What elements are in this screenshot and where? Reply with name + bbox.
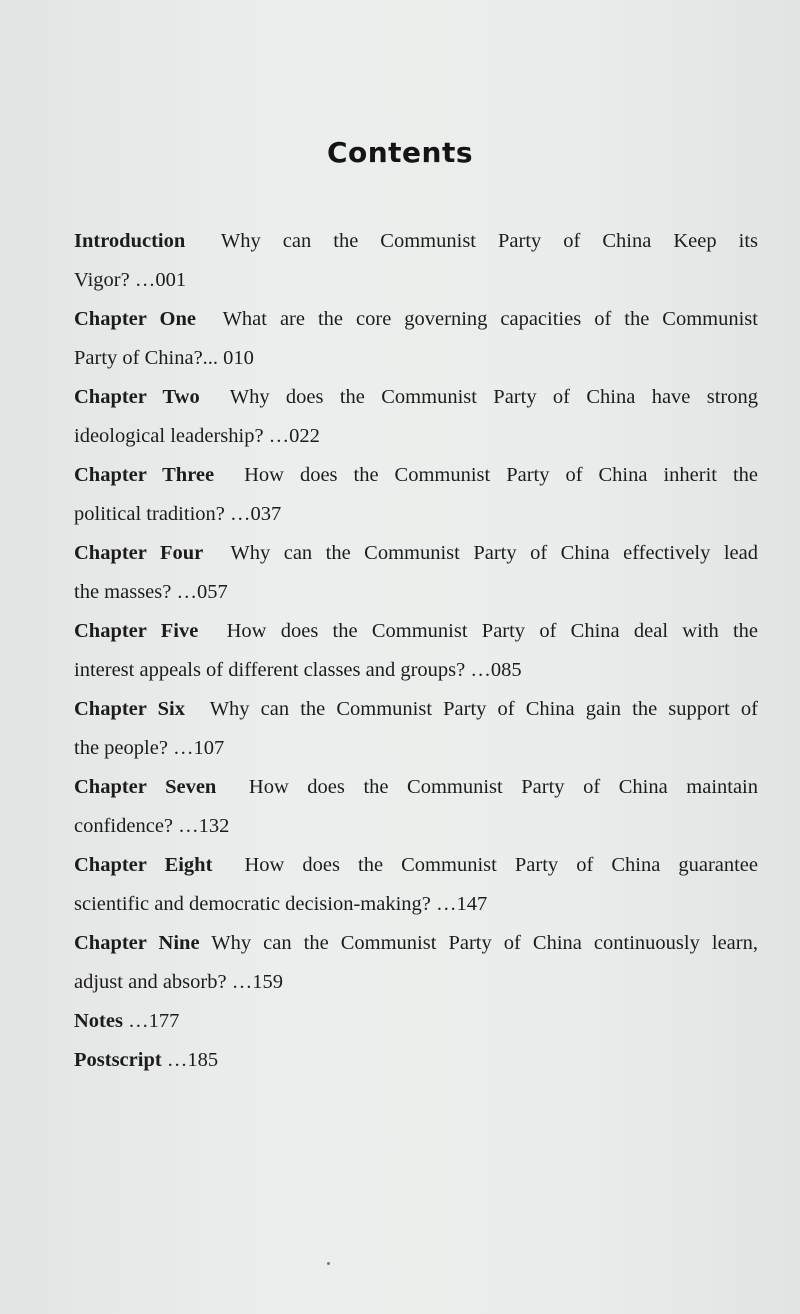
toc-title-line1: Why can the Communist Party of China Keep its [220, 230, 758, 252]
toc-label: Notes [74, 1010, 123, 1032]
toc-title-line1: Why can the Communist Party of China gain the support of [209, 698, 758, 720]
toc-label: Introduction [74, 230, 186, 252]
toc-entry-chapter-nine [74, 924, 758, 1002]
toc-entry-introduction [74, 222, 758, 300]
toc-page-number: …185 [161, 1049, 219, 1071]
toc-title-line2: adjust and absorb? …159 [74, 971, 283, 993]
toc-title-line1: Why can the Communist Party of China continuously learn, [211, 932, 758, 954]
toc-entry-chapter-two [74, 378, 758, 456]
toc-title-line1: How does the Communist Party of China guarantee [244, 854, 759, 876]
toc-title-line1: How does the Communist Party of China inherit the [244, 464, 758, 486]
toc-label: Chapter Four [74, 542, 204, 564]
toc-entry-chapter-seven [74, 768, 758, 846]
toc-entry-chapter-four [74, 534, 758, 612]
toc-entry-chapter-eight [74, 846, 758, 924]
toc-label: Chapter Seven [74, 776, 217, 798]
toc-title-line2: confidence? …132 [74, 815, 230, 837]
toc-entry-chapter-five [74, 612, 758, 690]
toc-title-line1: What are the core governing capacities of the Communist [222, 308, 758, 330]
toc-title-line2: scientific and democratic decision-making? …147 [74, 893, 488, 915]
toc-label: Chapter One [74, 308, 196, 330]
toc-page-number: …177 [122, 1010, 180, 1032]
toc-entry-chapter-six [74, 690, 758, 768]
toc-title-line2: political tradition? …037 [74, 503, 282, 525]
toc-entry-chapter-three [74, 456, 758, 534]
toc-title-line1: How does the Communist Party of China maintain [248, 776, 759, 798]
toc-title-line2: Vigor? …001 [74, 269, 187, 291]
toc-title-line1: Why does the Communist Party of China have strong [229, 386, 758, 408]
page-title: Contents [326, 136, 474, 169]
page-speck [327, 1262, 330, 1265]
toc-title-line1: How does the Communist Party of China deal with the [226, 620, 759, 642]
toc-label: Chapter Five [74, 620, 199, 642]
toc-label: Chapter Six [74, 698, 185, 720]
toc-title-line2: interest appeals of different classes and groups? …085 [74, 659, 522, 681]
toc-entry-postscript [74, 1041, 758, 1080]
toc-title-line2: Party of China?... 010 [74, 347, 254, 369]
toc-entry-notes [74, 1002, 758, 1041]
toc-label: Chapter Nine [74, 932, 200, 954]
toc-title-line2: ideological leadership? …022 [74, 425, 320, 447]
toc-label: Chapter Two [74, 386, 200, 408]
toc-label: Postscript [74, 1049, 162, 1071]
toc-title-line2: the people? …107 [74, 737, 225, 759]
toc-label: Chapter Three [74, 464, 215, 486]
toc-label: Chapter Eight [74, 854, 213, 876]
toc-title-line2: the masses? …057 [74, 581, 228, 603]
toc-title-line1: Why can the Communist Party of China effectively lead [230, 542, 758, 564]
toc-entry-chapter-one [74, 300, 758, 378]
table-of-contents [74, 222, 758, 1080]
